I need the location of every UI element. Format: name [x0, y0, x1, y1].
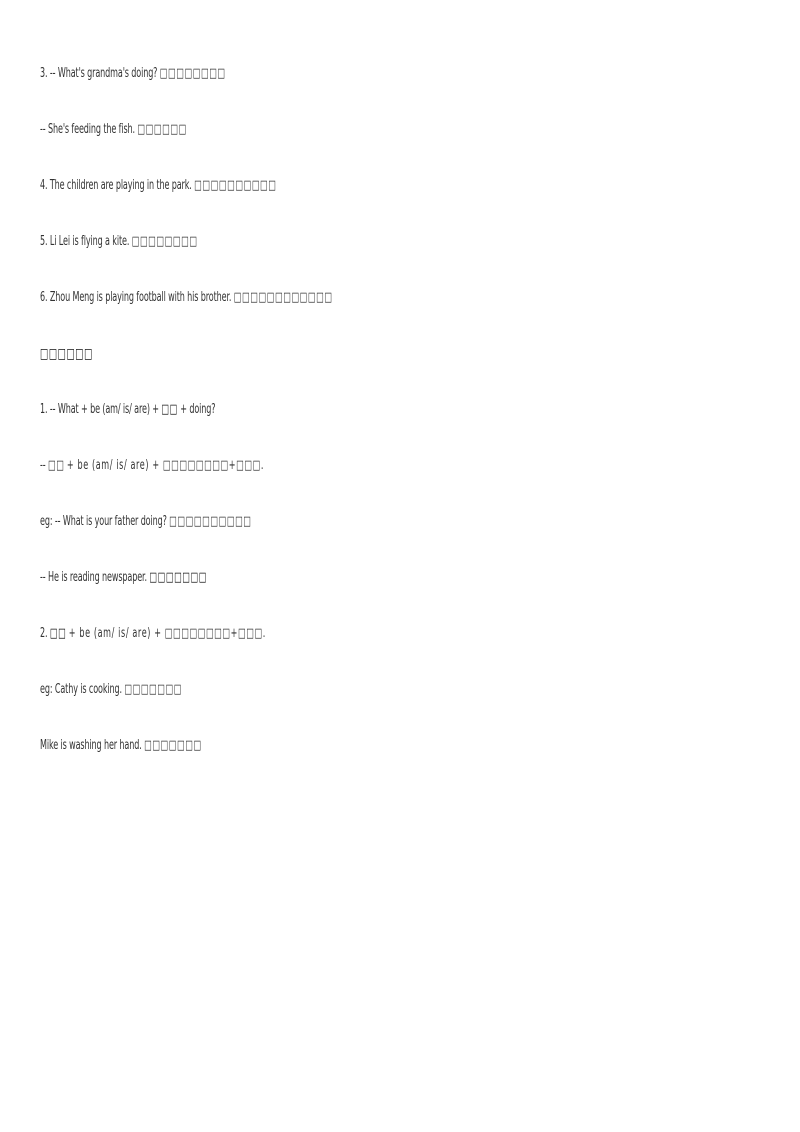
- pattern-1-example-question: [40, 512, 252, 532]
- line-tail: + be (am/ is/ are) + □□□□□□□□+□□□.: [68, 626, 266, 641]
- pattern-1-answer: [40, 456, 264, 476]
- line-chinese: □□□□□□: [137, 122, 187, 137]
- line-chinese: □□□□□□□□□□: [194, 178, 277, 193]
- line-english: 2.: [40, 626, 48, 641]
- section-heading: [40, 344, 93, 364]
- line-english: Mike is washing her hand.: [40, 738, 142, 753]
- pattern-1-question: [40, 400, 215, 420]
- line-tail: + be (am/ is/ are) + □□□□□□□□+□□□.: [66, 458, 265, 473]
- line-chinese: □□: [161, 402, 178, 417]
- example-5: [40, 232, 198, 252]
- line-chinese: □□□□□□□□□□□□: [233, 290, 333, 305]
- line-english: 6. Zhou Meng is playing football with his brother.: [40, 290, 232, 305]
- line-chinese: □□□□□□□□□□: [169, 514, 252, 529]
- pattern-2-example-2: [40, 736, 202, 756]
- line-english: 1. -- What + be (am/ is/ are) +: [40, 402, 159, 417]
- line-chinese: □□□□□□□□: [131, 234, 198, 249]
- line-chinese: □□: [49, 626, 67, 641]
- line-chinese: □□: [48, 458, 65, 473]
- line-chinese: □□□□□□□: [144, 738, 202, 753]
- pattern-2: [40, 624, 266, 644]
- line-chinese: □□□□□□□: [124, 682, 182, 697]
- example-3-question: [40, 64, 226, 84]
- line-chinese: □□□□□□□□: [159, 66, 226, 81]
- line-tail: + doing?: [180, 402, 216, 417]
- example-3-answer: [40, 120, 187, 140]
- example-6: [40, 288, 333, 308]
- pattern-2-example-1: [40, 680, 182, 700]
- line-english: 5. Li Lei is flying a kite.: [40, 234, 130, 249]
- pattern-1-example-answer: [40, 568, 207, 588]
- line-english: -- She's feeding the fish.: [40, 122, 135, 137]
- line-english: --: [40, 458, 46, 473]
- heading-chinese: □□□□□□: [40, 346, 93, 362]
- line-english: 4. The children are playing in the park.: [40, 178, 192, 193]
- line-english: eg: -- What is your father doing?: [40, 514, 167, 529]
- line-chinese: □□□□□□□: [149, 570, 208, 585]
- line-english: 3. -- What's grandma's doing?: [40, 66, 158, 81]
- line-english: -- He is reading newspaper.: [40, 570, 147, 585]
- line-english: eg: Cathy is cooking.: [40, 682, 122, 697]
- example-4: [40, 176, 277, 196]
